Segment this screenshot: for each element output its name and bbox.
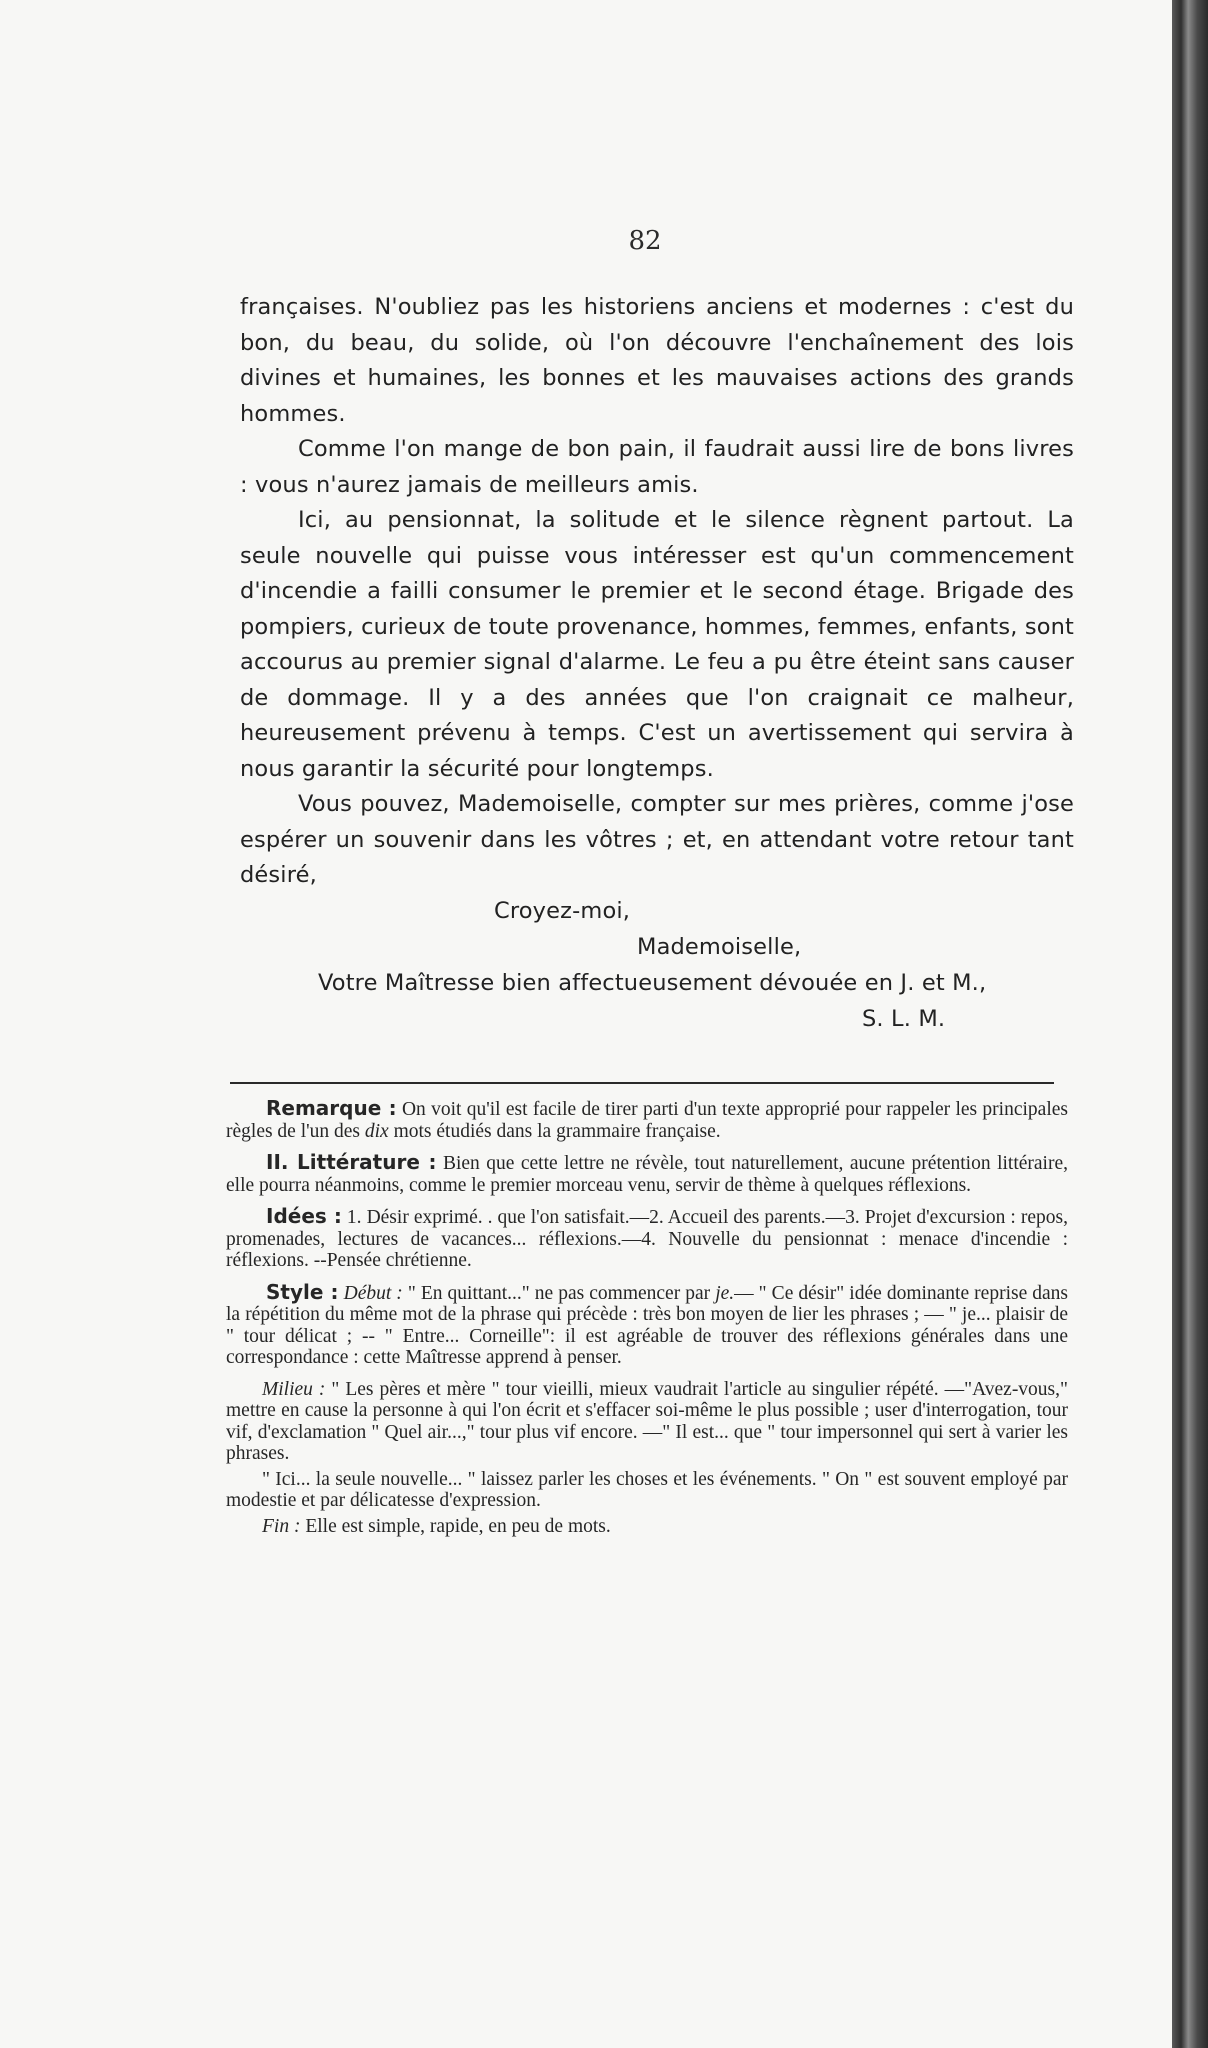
signature: S. L. M.	[862, 1005, 946, 1032]
letter-paragraph: Ici, au pensionnat, la solitude et le silence règnent partout. La seule nouvelle qui puisse vous intéresser est qu'un commencement d'incendie a failli consumer le premier et le second étage. Brigade des pompiers, curieux de toute provenance, hommes, femmes, enfants, sont accourus au premier signal d'alarme. Le feu a pu être éteint sans causer de dommage. Il y a des années que l'on craignait ce malheur, heureusement prévenu à temps. C'est un avertissement qui servira à nous garantir la sécurité pour longtemps.	[240, 507, 1074, 782]
commentary-notes	[226, 1098, 1068, 1541]
note-text: On voit qu'il est facile de tirer parti d'un texte approprié pour rappeler les principales règles de l'un des	[226, 1099, 1068, 1142]
note-label: Fin :	[262, 1515, 301, 1537]
note-text: " Les pères et mère " tour vieilli, mieux vaudrait l'article au singulier répété. —"Avez-vous," mettre en cause la personne à qui l'on écrit et s'effacer soi-même le plus possible ; user d'interrogation, tour vif, d'exclamation " Quel air...," tour plus vif encore. —" Il est... que " tour impersonnel qui sert à varier les phrases.	[226, 1378, 1068, 1464]
note-heading: II. Littérature :	[266, 1150, 437, 1174]
note-label: Début :	[343, 1282, 403, 1304]
note-emphasis: je.	[715, 1282, 735, 1304]
closing-line: Votre Maîtresse bien affectueusement dévouée en J. et M.,	[318, 969, 987, 996]
note-ici: " Ici... la seule nouvelle... " laissez parler les choses et les événements. " On " est souvent employé par modestie et par délicatesse d'expression.	[226, 1468, 1068, 1511]
letter-paragraph: françaises. N'oubliez pas les historiens anciens et modernes : c'est du bon, du beau, du solide, où l'on découvre l'enchaînement des lois divines et humaines, les bonnes et les mauvaises actions des grands hommes.	[240, 294, 1074, 427]
note-idees	[226, 1206, 1068, 1272]
letter-paragraph: Vous pouvez, Mademoiselle, compter sur mes prières, comme j'ose espérer un souvenir dans les vôtres ; et, en attendant votre retour tant désiré,	[240, 791, 1074, 888]
note-heading: Idées :	[266, 1204, 342, 1228]
note-text: mots étudiés dans la grammaire française.	[388, 1120, 721, 1142]
section-divider	[230, 1082, 1054, 1084]
note-text: 1. Désir exprimé. . que l'on satisfait.—2. Accueil des parents.—3. Projet d'excursion : repos, promenades, lectures de vacances... réflexions.—4. Nouvelle du pensionnat : menace d'incendie : réflexions. --Pensée chrétienne.	[226, 1207, 1068, 1271]
note-remarque	[226, 1098, 1068, 1142]
note-style	[226, 1279, 1069, 1369]
note-heading: Style :	[266, 1279, 339, 1304]
note-litterature	[226, 1152, 1068, 1196]
note-text: " En quittant..." ne pas commencer par	[402, 1282, 716, 1304]
closing-salutation: Mademoiselle,	[637, 933, 802, 960]
note-label: Milieu :	[262, 1378, 326, 1400]
note-text: Elle est simple, rapide, en peu de mots.	[300, 1515, 611, 1537]
letter-body	[240, 290, 1074, 1064]
letter-paragraph: Comme l'on mange de bon pain, il faudrait aussi lire de bons livres : vous n'aurez jamais de meilleurs amis.	[240, 436, 1074, 498]
book-edge	[1172, 0, 1208, 2048]
note-text: — " Ce désir" idée dominante reprise dans la répétition du même mot de la phrase qui précède : très bon moyen de lier les phrases ; — " je... plaisir de " tour délicat ; -- " Entre... Corneille": il est agréable de trouver des réflexions générales dans une correspondance : cette Maîtresse apprend à penser.	[226, 1282, 1069, 1368]
note-emphasis: dix	[364, 1120, 389, 1142]
note-heading: Remarque :	[266, 1096, 397, 1120]
closing-line: Croyez-moi,	[494, 897, 631, 924]
letter-closing	[240, 894, 1074, 1064]
note-text: Bien que cette lettre ne révèle, tout naturellement, aucune prétention littéraire, elle pourra néanmoins, comme le premier morceau venu, servir de thème à quelques réflexions.	[226, 1153, 1068, 1196]
note-fin	[226, 1516, 1068, 1538]
page-number: 82	[628, 226, 662, 256]
note-milieu	[226, 1379, 1068, 1465]
